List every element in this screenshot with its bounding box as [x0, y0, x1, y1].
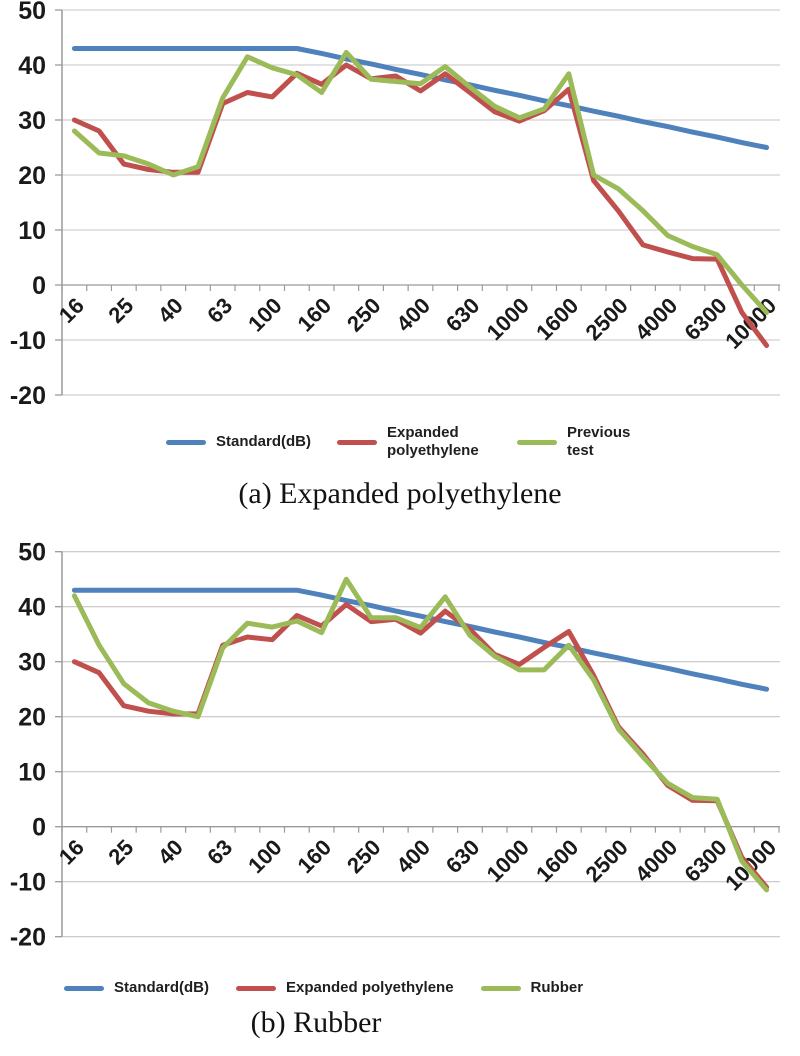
x-tick-label: [243, 835, 287, 879]
x-tick-label: [202, 293, 237, 328]
svg-text:16: 16: [53, 292, 89, 328]
x-tick-label: [581, 293, 633, 345]
svg-text:630: 630: [440, 834, 485, 879]
x-tick-label: [342, 835, 386, 879]
y-tick-label: 50: [18, 0, 46, 25]
x-tick-label: [581, 835, 633, 887]
y-tick-label: 40: [18, 52, 46, 80]
y-tick-label: 10: [18, 758, 46, 787]
svg-text:630: 630: [440, 292, 485, 337]
x-tick-label: [103, 293, 138, 328]
svg-text:6300: 6300: [679, 292, 732, 346]
svg-text:1600: 1600: [531, 834, 584, 887]
y-tick-label: 30: [18, 107, 46, 135]
y-tick-label: 20: [18, 162, 46, 190]
expanded-polyethylene-line-swatch: [337, 440, 377, 445]
x-tick-label: [153, 835, 188, 870]
svg-text:25: 25: [103, 292, 139, 328]
x-tick-label: [391, 293, 435, 337]
x-tick-label: [482, 835, 534, 887]
legend-item-expanded-polyethylene: [236, 979, 454, 997]
y-tick-label: -10: [9, 327, 46, 355]
svg-text:160: 160: [292, 834, 337, 879]
svg-text:1000: 1000: [481, 834, 534, 887]
svg-text:2500: 2500: [580, 292, 633, 346]
svg-text:4000: 4000: [629, 292, 683, 346]
series-line-standard-db-: [74, 49, 766, 148]
x-tick-label: [103, 835, 138, 870]
x-tick-label: [202, 835, 237, 870]
svg-text:6300: 6300: [679, 834, 732, 887]
rubber-line-swatch: [481, 986, 521, 991]
chart-a-legend: [166, 420, 635, 464]
y-tick-label: 10: [18, 217, 46, 245]
standard-line-swatch: [166, 440, 206, 445]
legend-label-standard: Standard(dB): [216, 433, 311, 450]
chart-b-plot: [0, 530, 800, 950]
x-tick-label: [441, 293, 485, 337]
svg-text:400: 400: [391, 834, 436, 879]
svg-text:16: 16: [53, 834, 89, 870]
chart-a-plot: [0, 0, 800, 418]
svg-text:160: 160: [292, 292, 337, 337]
svg-text:400: 400: [391, 292, 436, 337]
x-tick-label: [630, 835, 682, 887]
y-tick-label: 50: [18, 538, 46, 567]
y-tick-label: -10: [9, 868, 46, 897]
x-tick-label: [630, 293, 682, 345]
x-tick-label: [482, 293, 534, 345]
standard-line-swatch: [64, 986, 104, 991]
svg-text:1000: 1000: [481, 292, 534, 346]
svg-text:63: 63: [202, 292, 238, 328]
svg-text:10000: 10000: [720, 834, 782, 896]
legend-item-standard: [64, 979, 209, 997]
chart-b-legend: [64, 973, 583, 1003]
y-tick-label: 0: [32, 272, 46, 300]
svg-text:1600: 1600: [531, 292, 584, 346]
svg-text:40: 40: [152, 834, 188, 870]
x-tick-label: [153, 293, 188, 328]
series-line-standard-db-: [74, 590, 766, 689]
x-tick-label: [531, 835, 583, 887]
y-tick-label: 30: [18, 648, 46, 677]
y-tick-label: -20: [9, 923, 46, 950]
y-tick-label: -20: [9, 382, 46, 410]
y-tick-label: 40: [18, 593, 46, 622]
legend-item-standard: [166, 433, 311, 451]
legend-item-expanded-polyethylene: [337, 424, 491, 460]
x-tick-label: [342, 293, 386, 337]
legend-label-expanded-polyethylene: Expanded polyethylene: [286, 979, 454, 996]
legend-label-rubber: Rubber: [530, 979, 584, 996]
expanded-polyethylene-line-swatch: [236, 986, 276, 991]
legend-label-standard: Standard(dB): [114, 979, 209, 996]
legend-label-expanded-polyethylene: Expanded polyethylene: [387, 424, 479, 459]
x-tick-label: [243, 293, 287, 337]
svg-text:4000: 4000: [629, 834, 683, 887]
svg-text:250: 250: [341, 292, 386, 337]
legend-label-previous-test: Previous test: [567, 424, 631, 459]
chart-b-caption: (b) Rubber: [250, 1006, 382, 1039]
chart-a-caption: (a) Expanded polyethylene: [238, 477, 562, 510]
svg-text:250: 250: [341, 834, 386, 879]
svg-text:100: 100: [243, 834, 287, 879]
x-tick-label: [531, 293, 583, 345]
x-tick-label: [54, 835, 89, 870]
svg-text:100: 100: [243, 292, 287, 337]
x-tick-label: [292, 835, 336, 879]
x-tick-label: [54, 293, 89, 328]
svg-text:25: 25: [103, 834, 139, 870]
svg-text:40: 40: [152, 292, 188, 328]
y-tick-label: 0: [32, 813, 46, 842]
legend-item-rubber: [481, 979, 584, 997]
svg-text:2500: 2500: [580, 834, 633, 887]
y-tick-label: 20: [18, 703, 46, 732]
svg-text:63: 63: [202, 834, 238, 870]
x-tick-label: [292, 293, 336, 337]
legend-item-previous-test: [517, 424, 635, 460]
x-tick-label: [391, 835, 435, 879]
previous-test-line-swatch: [517, 440, 557, 445]
svg-text:10000: 10000: [720, 292, 782, 354]
x-tick-label: [441, 835, 485, 879]
